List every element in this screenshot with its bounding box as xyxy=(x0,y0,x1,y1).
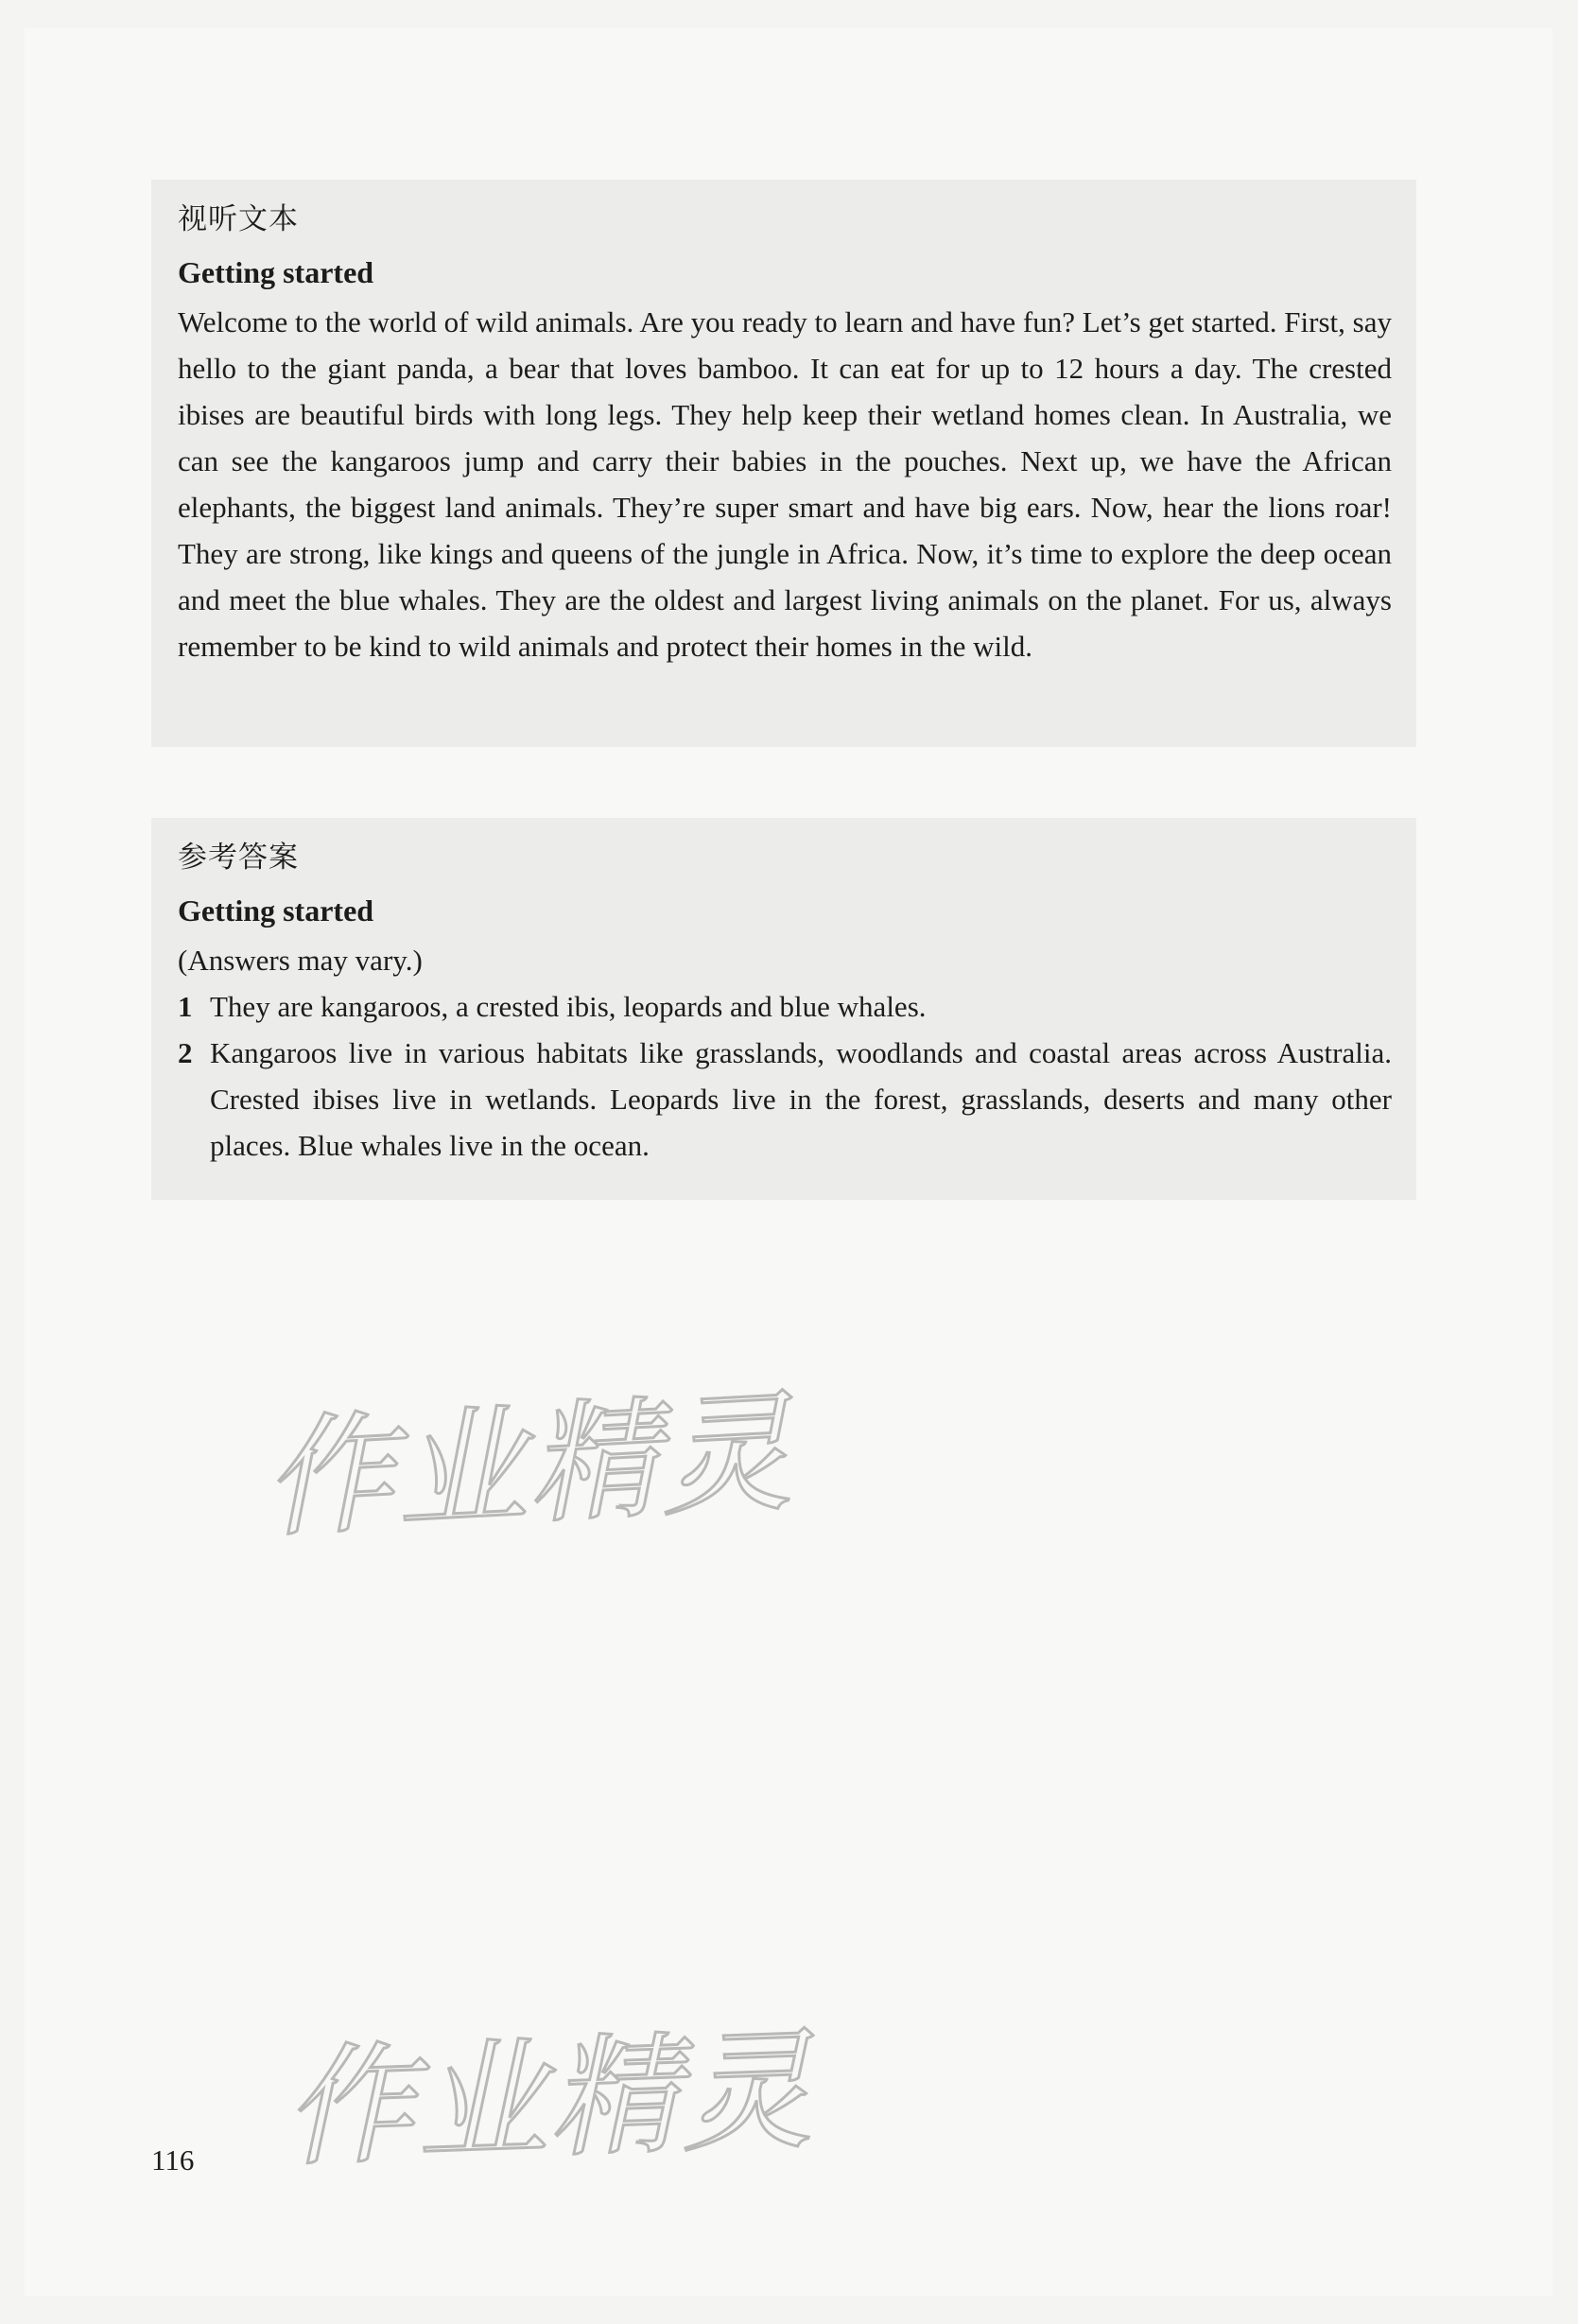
transcript-box xyxy=(151,180,1416,747)
answer-number: 1 xyxy=(178,990,193,1023)
answers-note: (Answers may vary.) xyxy=(178,944,423,977)
answer-number: 2 xyxy=(178,1036,193,1069)
answers-title: 参考答案 xyxy=(178,841,299,875)
answers-box xyxy=(151,818,1416,1200)
watermark-logo: 作业精灵 xyxy=(281,2014,817,2185)
transcript-title: 视听文本 xyxy=(178,202,299,236)
answer-text: They are kangaroos, a crested ibis, leopards and blue whales. xyxy=(210,990,927,1023)
answer-item-1 xyxy=(178,983,1392,1030)
answer-item-2 xyxy=(178,1030,1392,1169)
transcript-body: Welcome to the world of wild animals. Are you ready to learn and have fun? Let’s get started. First, say hello to the giant panda, a bear that loves bamboo. It can eat for up to 12 hours a day. The crested ibises are beautiful birds with long legs. They help keep their wetland homes clean. In Australia, we can see the kangaroos jump and carry their babies in the pouches. Next up, we have the African elephants, the biggest land animals. They’re super smart and have big ears. Now, hear the lions roar! They are strong, like kings and queens of the jungle in Africa. Now, it’s time to explore the deep ocean and meet the blue whales. They are the oldest and largest living animals on the planet. For us, always remember to be kind to wild animals and protect their homes in the wild. xyxy=(178,305,1392,663)
watermark-logo: 作业精灵 xyxy=(259,1376,797,1556)
page-number: 116 xyxy=(151,2143,195,2177)
transcript-heading: Getting started xyxy=(178,255,374,289)
answers-heading: Getting started xyxy=(178,893,374,928)
answer-text: Kangaroos live in various habitats like grasslands, woodlands and coastal areas across Australia. Crested ibises live in wetlands. Leopards live in the forest, grasslands, deserts and many other places. Blue whales live in the ocean. xyxy=(210,1036,1392,1162)
